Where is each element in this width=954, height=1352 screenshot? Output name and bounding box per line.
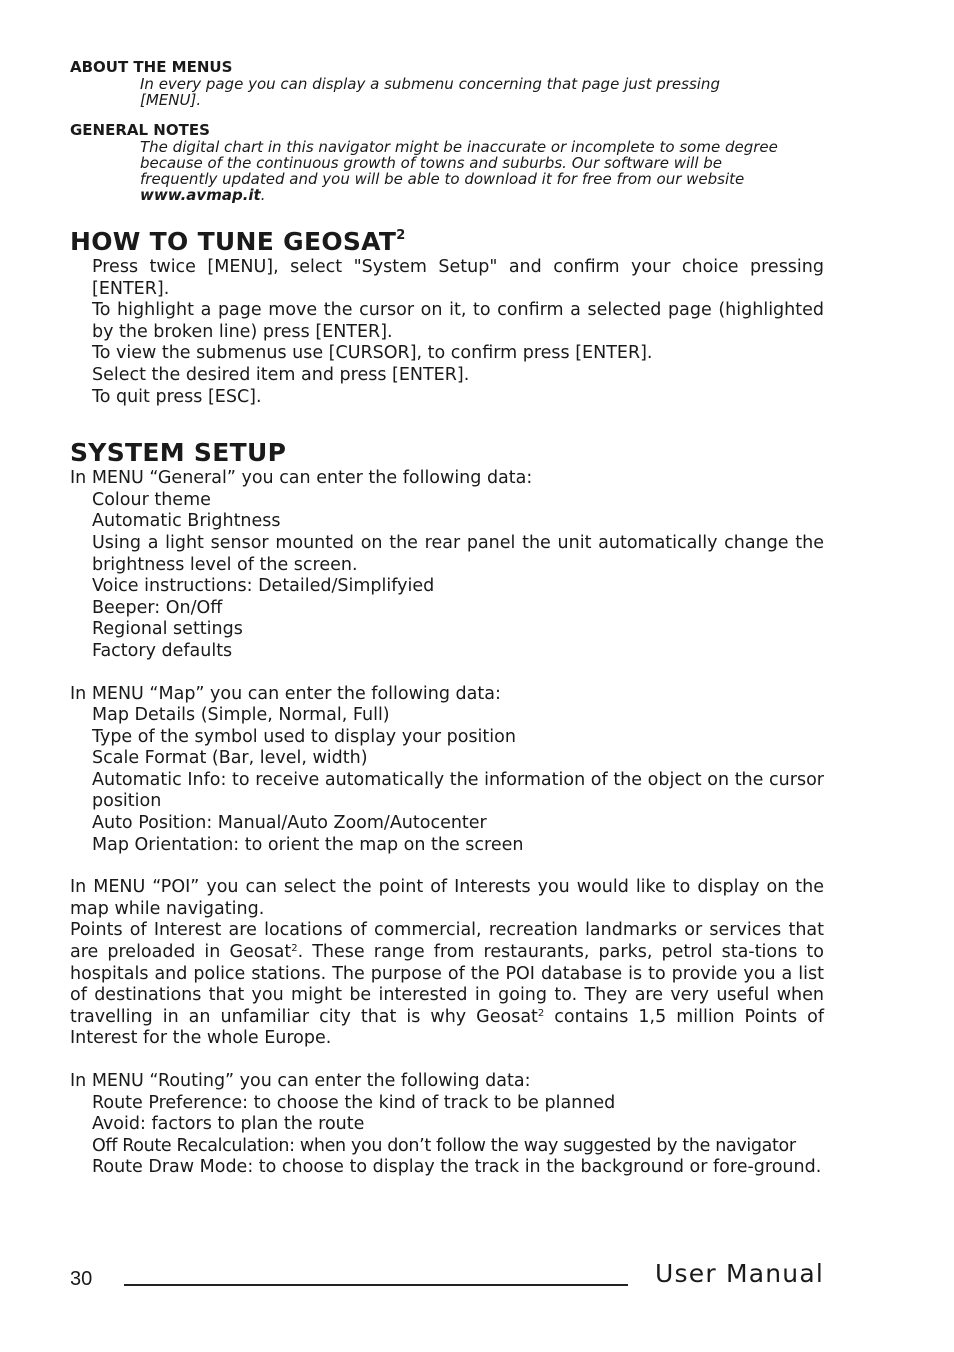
superscript: 2 [291,943,298,955]
list-item: Automatic Info: to receive automatically the information of the object on the cursor position [92,769,824,812]
section-title-system-setup: SYSTEM SETUP [70,438,287,468]
superscript: 2 [537,1007,545,1019]
page-number: 30 [70,1268,93,1290]
note-title: GENERAL NOTES [70,121,210,139]
section-title-how-to-tune: HOW TO TUNE GEOSAT$^2$ [70,227,406,256]
list-item: Map Details (Simple, Normal, Full) [92,705,390,726]
list-item: Type of the symbol used to display your position [92,726,516,747]
routing-intro: In MENU “Routing” you can enter the following data: [70,1071,531,1091]
list-item: Route Preference: to choose the kind of track to be planned [92,1092,616,1113]
superscript: 2 [396,228,406,243]
list-item: Factory defaults [92,640,233,661]
tune-line: To quit press [ESC]. [92,386,262,407]
list-item: Using a light sensor mounted on the rear panel the unit automatically change the brightness level of the screen. [92,532,824,575]
list-item: Route Draw Mode: to choose to display the track in the background or fore-ground. [92,1157,822,1178]
note-about-menus [70,58,824,108]
list-item: Off Route Recalculation: when you don’t follow the way suggested by the navigator [92,1135,796,1156]
footer-divider [124,1284,628,1286]
note-body [140,139,780,203]
list-item: Beeper: On/Off [92,597,223,618]
routing-items [92,1093,824,1179]
note-body: In every page you can display a submenu concerning that page just pressing [MENU]. [140,75,720,109]
list-item: Regional settings [92,619,243,640]
tune-instructions [92,257,824,408]
poi-intro: In MENU “POI” you can select the point of Interests you would like to display on the map while navigating. [70,877,824,919]
note-body-text: The digital chart in this navigator might be inaccurate or incomplete to some degree because of the continuous growth of towns and suburbs. Our software will be frequently updated and you will be able to download it for free from our website [140,138,778,188]
page-content [70,58,824,1179]
list-item: Map Orientation: to orient the map on the screen [92,834,524,855]
note-general-notes [70,121,824,203]
tune-line: To view the submenus use [CURSOR], to confirm press [ENTER]. [92,343,653,364]
list-item: Scale Format (Bar, level, width) [92,748,368,769]
tune-line: To highlight a page move the cursor on it, to confirm a selected page (highlighted by the broken line) press [ENTER]. [92,300,824,342]
list-item: Auto Position: Manual/Auto Zoom/Autocenter [92,813,487,834]
list-item: Voice instructions: Detailed/Simplifyied [92,576,435,597]
poi-description: Points of Interest are locations of commercial, recreation landmarks or services that are preloaded in Geosat$^2$. These range from restaurants, parks, petrol sta-tions to hospitals and police stations. The purpose of the POI database is to provide you a list of destinations that you might be interested in going to. They are very useful when travelling in an unfamiliar city that is why Geosat$^2$ contains 1,5 million Points of Interest for the whole Europe. [70,920,825,1049]
list-item: Avoid: factors to plan the route [92,1114,365,1135]
list-item: Automatic Brightness [92,511,281,532]
map-items [92,705,824,856]
footer-label: User Manual [655,1259,824,1288]
tune-line: Press twice [MENU], select "System Setup" and confirm your choice pressing [ENTER]. [92,257,824,299]
tune-line: Select the desired item and press [ENTER]. [92,364,470,385]
list-item: Colour theme [92,489,211,510]
note-title: ABOUT THE MENUS [70,58,233,76]
note-body-end: . [260,186,266,204]
general-items [92,490,824,663]
map-intro: In MENU “Map” you can enter the following data: [70,683,501,704]
website-link: www.avmap.it [140,186,261,204]
general-intro: In MENU “General” you can enter the following data: [70,468,533,489]
page-footer [70,1260,824,1294]
